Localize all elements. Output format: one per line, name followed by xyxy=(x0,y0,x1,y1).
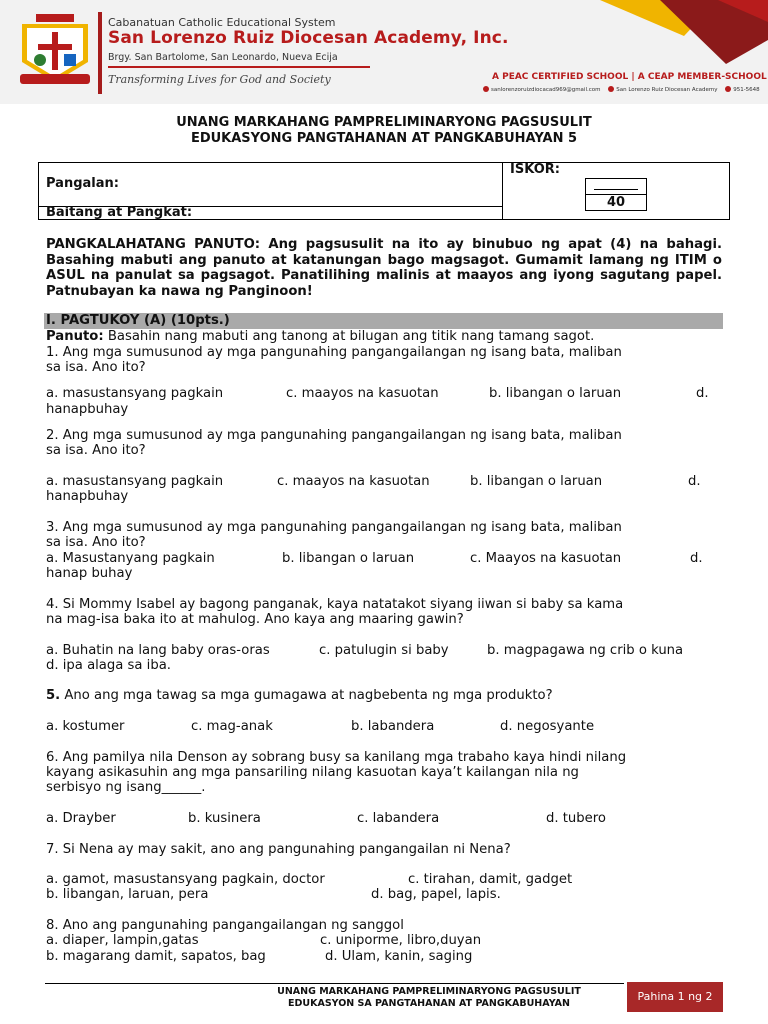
q3-option-d[interactable]: d. xyxy=(690,551,703,566)
q4-text-1: 4. Si Mommy Isabel ay bagong panganak, kaya natatakot siyang iiwan si baby sa kama xyxy=(46,597,624,612)
school-tagline: Transforming Lives for God and Society xyxy=(108,73,331,86)
q2-text-2: sa isa. Ano ito? xyxy=(46,443,146,458)
name-label: Pangalan: xyxy=(46,176,119,191)
academy-name: San Lorenzo Ruiz Diocesan Academy, Inc. xyxy=(108,28,509,48)
q1-option-d-text[interactable]: hanapbuhay xyxy=(46,402,129,417)
panuto-line xyxy=(46,329,594,345)
q5-option-c[interactable]: c. mag-anak xyxy=(191,719,273,734)
school-logo xyxy=(14,10,96,92)
q3-option-b[interactable]: b. libangan o laruan xyxy=(282,551,415,566)
general-instruction: PANGKALAHATANG PANUTO: Ang pagsusulit na ito ay binubuo ng apat (4) na bahagi. Basahing mabuti ang panuto at katanungan bago magsagot. Gumamit lamang ng ITIM o ASUL na panulat sa pagsagot. Panatilihing malinis at maayos ang iyong sagutang papel. Patnubayan ka nawa ng Panginoon! xyxy=(46,237,722,299)
q7-option-c[interactable]: c. tirahan, damit, gadget xyxy=(408,872,573,887)
q7-text: 7. Si Nena ay may sakit, ano ang pangunahing pangangailan ni Nena? xyxy=(46,842,511,857)
contact-email: sanlorenzoruizdiocacad969@gmail.com xyxy=(491,86,601,93)
q2-option-b[interactable]: b. libangan o laruan xyxy=(470,474,603,489)
q5-text xyxy=(46,688,553,704)
q5-option-b[interactable]: b. labandera xyxy=(351,719,435,734)
contact-facebook: San Lorenzo Ruiz Diocesan Academy xyxy=(616,86,718,93)
q3-text-2: sa isa. Ano ito? xyxy=(46,535,146,550)
q4-option-a[interactable]: a. Buhatin na lang baby oras-oras xyxy=(46,643,270,658)
system-name: Cabanatuan Catholic Educational System xyxy=(108,16,336,29)
q7-option-d[interactable]: d. bag, papel, lapis. xyxy=(371,887,501,902)
q6-text-2: kayang asikasuhin ang mga pansariling nilang kasuotan kaya’t kailangan nila ng xyxy=(46,765,579,780)
q6-option-a[interactable]: a. Drayber xyxy=(46,811,116,826)
q5-option-a[interactable]: a. kostumer xyxy=(46,719,125,734)
header-rule xyxy=(108,66,370,68)
section-title: I. PAGTUKOY (A) (10pts.) xyxy=(46,313,230,328)
q2-option-a[interactable]: a. masustansyang pagkain xyxy=(46,474,224,489)
q1-text-1: 1. Ang mga sumusunod ay mga pangunahing pangangailangan ng isang bata, maliban xyxy=(46,345,622,360)
q2-option-d-text[interactable]: hanapbuhay xyxy=(46,489,129,504)
q6-text-1: 6. Ang pamilya nila Denson ay sobrang busy sa kanilang mga trabaho kaya hindi nilang xyxy=(46,750,627,765)
accreditation-text: A PEAC CERTIFIED SCHOOL | A CEAP MEMBER-SCHOOL xyxy=(492,72,767,82)
score-box xyxy=(585,178,647,211)
score-total: 40 xyxy=(606,195,626,210)
footer-rule xyxy=(45,983,624,984)
q1-option-d[interactable]: d. xyxy=(696,386,709,401)
q6-text-3: serbisyo ng isang______. xyxy=(46,780,206,795)
contact-phone: 951-5648 xyxy=(733,86,760,93)
q5-number: 5. xyxy=(46,688,61,703)
q8-option-d[interactable]: d. Ulam, kanin, saging xyxy=(325,949,473,964)
q2-text-1: 2. Ang mga sumusunod ay mga pangunahing pangangailangan ng isang bata, maliban xyxy=(46,428,622,443)
facebook-icon xyxy=(608,86,614,92)
q6-option-b[interactable]: b. kusinera xyxy=(188,811,261,826)
q4-option-c[interactable]: c. patulugin si baby xyxy=(319,643,449,658)
score-label: ISKOR: xyxy=(510,162,560,177)
q2-option-c[interactable]: c. maayos na kasuotan xyxy=(277,474,430,489)
school-address: Brgy. San Bartolome, San Leonardo, Nueva Ecija xyxy=(108,52,338,63)
q7-option-b[interactable]: b. libangan, laruan, pera xyxy=(46,887,209,902)
footer-line-2: EDUKASYON SA PANGTAHANAN AT PANGKABUHAYAN xyxy=(288,997,570,1009)
page-number: Pahina 1 ng 2 xyxy=(627,982,723,1012)
footer-line-1: UNANG MARKAHANG PAMPRELIMINARYONG PAGSUSULIT xyxy=(277,986,581,997)
panuto-label: Panuto: xyxy=(46,329,104,344)
q1-option-a[interactable]: a. masustansyang pagkain xyxy=(46,386,224,401)
q3-option-c[interactable]: c. Maayos na kasuotan xyxy=(470,551,622,566)
phone-icon xyxy=(725,86,731,92)
panuto-text: Basahin nang mabuti ang tanong at bilugan ang titik nang tamang sagot. xyxy=(103,329,595,344)
q1-text-2: sa isa. Ano ito? xyxy=(46,360,146,375)
grade-section-label: Baitang at Pangkat: xyxy=(46,205,193,220)
q4-option-d[interactable]: d. ipa alaga sa iba. xyxy=(46,658,171,673)
q3-option-a[interactable]: a. Masustanyang pagkain xyxy=(46,551,215,566)
q1-option-b[interactable]: b. libangan o laruan xyxy=(489,386,622,401)
contact-row xyxy=(483,86,766,93)
score-blank[interactable] xyxy=(594,181,638,190)
q5-question: Ano ang mga tawag sa mga gumagawa at nagbebenta ng mga produkto? xyxy=(60,688,553,703)
q3-text-1: 3. Ang mga sumusunod ay mga pangunahing pangangailangan ng isang bata, maliban xyxy=(46,520,622,535)
q6-option-c[interactable]: c. labandera xyxy=(357,811,440,826)
q3-option-d-text[interactable]: hanap buhay xyxy=(46,566,133,581)
header-divider xyxy=(98,12,102,94)
q7-option-a[interactable]: a. gamot, masustansyang pagkain, doctor xyxy=(46,872,325,887)
q6-option-d[interactable]: d. tubero xyxy=(546,811,606,826)
q4-option-b[interactable]: b. magpagawa ng crib o kuna xyxy=(487,643,684,658)
q8-option-c[interactable]: c. uniporme, libro,duyan xyxy=(320,933,482,948)
q4-text-2: na mag-isa baka ito at mahulog. Ano kaya ang maaring gawin? xyxy=(46,612,464,627)
q5-option-d[interactable]: d. negosyante xyxy=(500,719,595,734)
q8-option-a[interactable]: a. diaper, lampin,gatas xyxy=(46,933,199,948)
email-icon xyxy=(483,86,489,92)
q8-option-b[interactable]: b. magarang damit, sapatos, bag xyxy=(46,949,266,964)
footer-title xyxy=(238,986,620,1009)
q8-text: 8. Ano ang pangunahing pangangailangan ng sanggol xyxy=(46,918,404,933)
exam-title: UNANG MARKAHANG PAMPRELIMINARYONG PAGSUSULIT xyxy=(176,115,592,130)
subject-title: EDUKASYONG PANGTAHANAN AT PANGKABUHAYAN 5 xyxy=(190,131,578,146)
q1-option-c[interactable]: c. maayos na kasuotan xyxy=(286,386,439,401)
corner-ribbon xyxy=(590,0,768,64)
q2-option-d[interactable]: d. xyxy=(688,474,701,489)
